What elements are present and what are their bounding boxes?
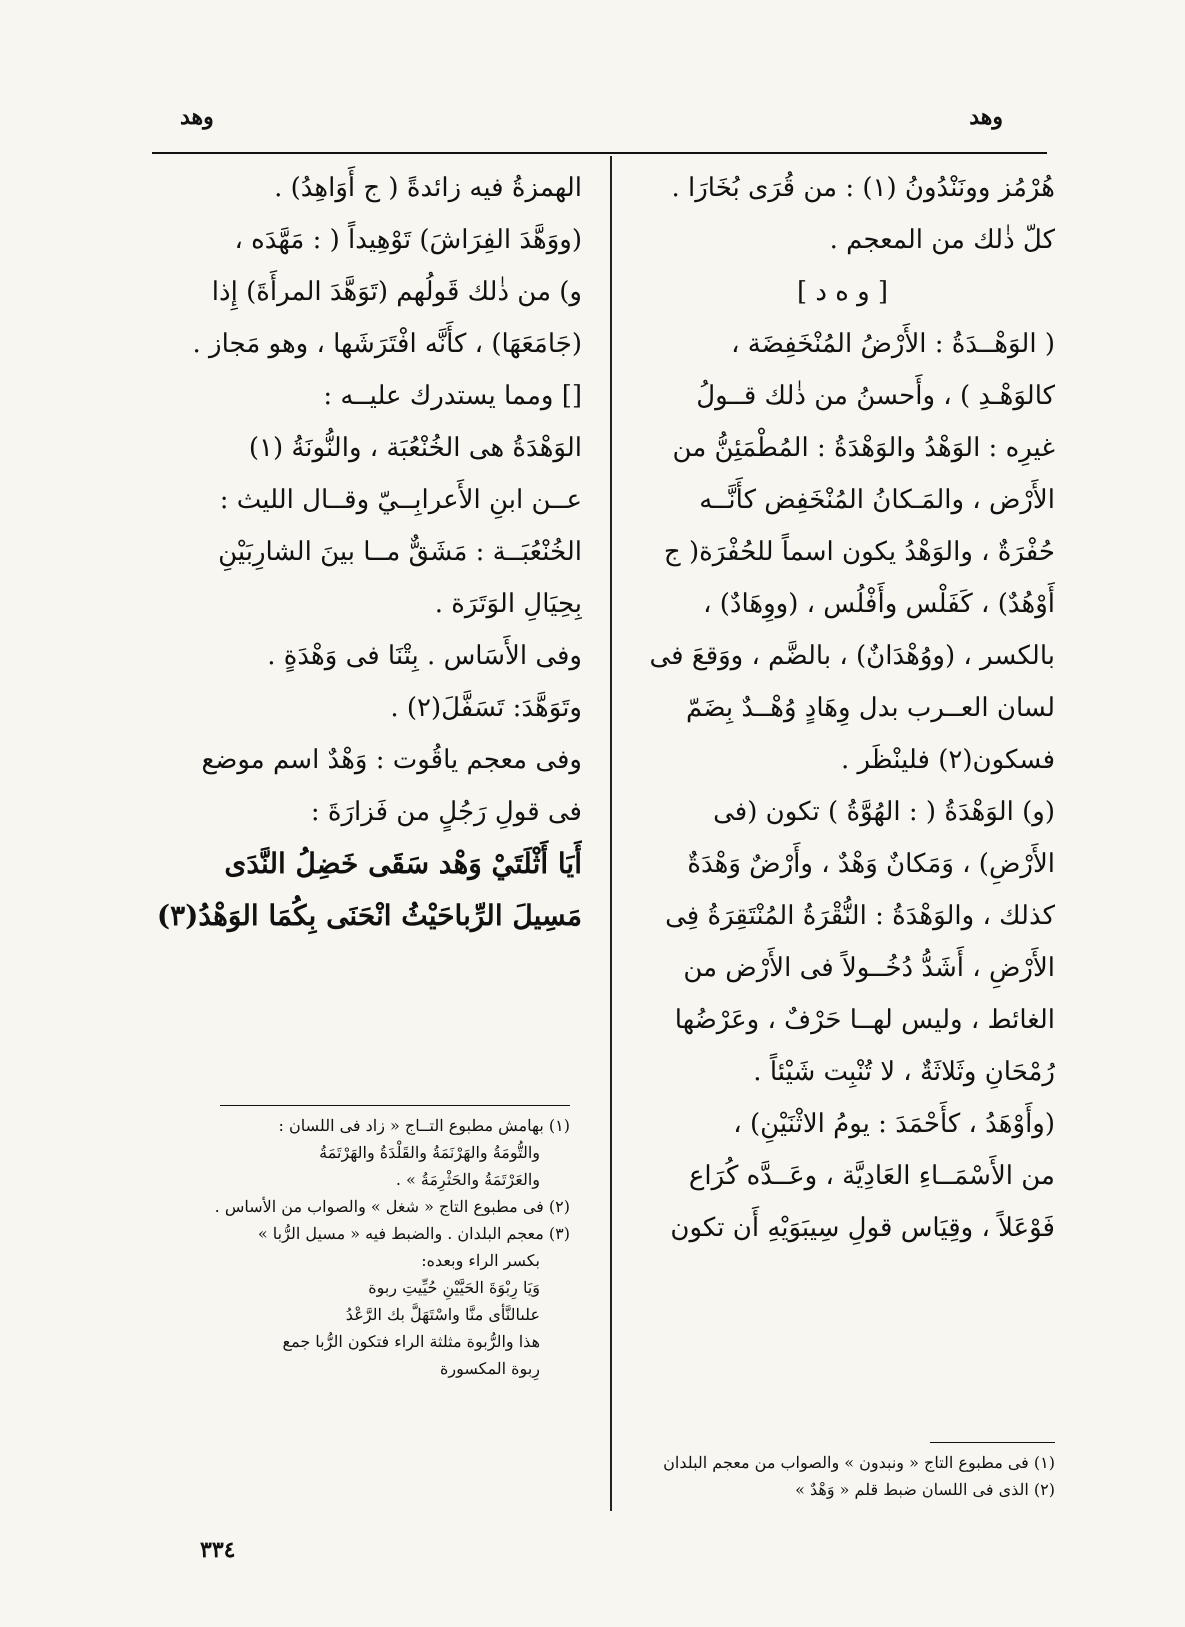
text-line: بِحِيَالِ الوَتَرَة . [434,589,582,619]
text-line: حُفْرَةٌ ، والوَهْدُ يكون اسماً للحُفْرَة( ج [663,537,1055,567]
footnote-line: (١) فى مطبوع التاج « ونبدون » والصواب من معجم البلدان [663,1453,1055,1472]
text-line: كذلك ، والوَهْدَةُ : النُّقْرَةُ المُنْتَقِرَةُ فِى [665,901,1055,931]
footnote-line: (٢) فى مطبوع التاج « شغل » والصواب من الأساس . [214,1197,570,1216]
running-header-left: وهد [180,104,214,130]
text-line: من الأَسْمَــاءِ العَادِيَّة ، وعَــدَّه كُرَاع [688,1161,1055,1191]
column-divider [610,156,612,1511]
text-line: ( الوَهْــدَةُ : الأَرْضُ المُنْخَفِضَة ، [731,329,1055,359]
text-line: الوَهْدَةُ هى الخُنْعُبَة ، والنُّونَةُ (١) [248,433,582,463]
text-line: الأَرْضِ ، أَشَدُّ دُخُــولاً فى الأَرْض من [683,953,1055,983]
text-line: أَوْهُدٌ) ، كَفَلْس وأَفْلُس ، (ووِهَادٌ) ، [703,589,1055,619]
text-line: الأَرْضِ) ، وَمَكانٌ وَهْدٌ ، وأَرْضٌ وَهْدَةٌ [687,849,1055,879]
text-line: وتَوَهَّدَ: تَسَفَّلَ(٢) . [390,693,582,723]
left-column [152,162,582,942]
header-rule [152,152,1047,154]
poem-verse: مَسِيلَ الرِّباحَيْثُ انْحَنَى بِكُمَا الوَهْدُ(٣) [156,899,582,932]
footnote-rule-right [930,1442,1055,1443]
page-number: ٣٣٤ [200,1537,236,1563]
poem-verse: أَيَا أَثْلَتَيْ وَهْد سَقَى خَضِلُ النَّدَى [224,847,582,880]
text-line: (جَامَعَهَا) ، كأَنَّه افْتَرَشَها ، وهو مَجاز . [192,329,582,359]
text-line: فسكون(٢) فلينْظَر . [841,745,1055,775]
text-line: فى قولِ رَجُلٍ من فَزارَةَ : [310,797,582,827]
footnote-line: وَيَا رِبْوَةَ الحَيَّيْنِ حُيِّيتِ ربوة [368,1278,540,1297]
text-line: وفى معجم ياقُوت : وَهْدٌ اسم موضع [201,745,582,775]
footnote-line: والتُّومَةُ والهَرْنَمَةُ والقَلْدَةُ والهَرْتَمَةُ [319,1143,540,1162]
text-line: كلّ ذٰلك من المعجم . [829,225,1055,255]
footnote-line: (٣) معجم البلدان . والضبط فيه « مسيل الرُّبا » [257,1224,570,1243]
text-line: الغائط ، وليس لهــا حَرْفٌ ، وعَرْضُها [674,1005,1055,1035]
running-header-right: وهد [969,104,1003,130]
text-line: كالوَهْـدِ ) ، وأَحسنُ من ذٰلك قــولُ [696,381,1055,411]
entry-heading: [ و ه د ] [796,277,889,307]
footnote-line: رِبوة المكسورة [440,1359,540,1378]
footnote-line: (٢) الذى فى اللسان ضبط قلم « وَهْدٌ » [795,1480,1055,1499]
text-line: فَوْعَلاً ، وقِيَاس قولِ سِيبَوَيْهِ أَن تكون [670,1213,1055,1243]
text-line: وفى الأَسَاس . بِتْنَا فى وَهْدَةٍ . [267,641,582,671]
footnotes-left [152,1112,570,1382]
footnote-line: علىالنَّأى منَّا واسْتَهَلَّ بك الرَّعْدُ [345,1305,540,1324]
right-column [630,162,1055,1254]
text-line: بالكسر ، (ووُهْدَانٌ) ، بالضَّم ، ووَقعَ فى [649,641,1055,671]
footnote-rule-left [220,1105,570,1106]
footnote-line: والعَرْتَمَةُ والحَثْرِمَةُ » . [395,1170,540,1189]
text-line: الخُنْعُبَــة : مَشَقٌّ مــا بينَ الشارِبَيْنِ [218,537,582,567]
text-line: رُمْحَانِ وثَلاثَةٌ ، لا تُنْبِت شَيْئاً . [753,1057,1055,1087]
text-line: هُرْمُز وونَنْدُونُ (١) : من قُرَى بُخَارَا . [671,173,1055,203]
text-line: [] ومما يستدرك عليــه : [323,381,582,411]
footnote-line: هذا والرُّبوة مثلثة الراء فتكون الرُّبا جمع [282,1332,540,1351]
text-line: لسان العــرب بدل وِهَادٍ وُهْــدٌ بِضَمّ [686,693,1055,723]
text-line: عــن ابنِ الأَعرابِــيّ وقــال الليث : [219,485,582,515]
footnote-line: بكسر الراء وبعده: [421,1251,540,1270]
text-line: (ووَهَّدَ الفِرَاشَ) تَوْهِيداً ( : مَهَّدَه ، [234,225,582,255]
text-line: و) من ذٰلك قَولُهم (تَوَهَّدَ المرأَةَ) إِذا [211,277,582,307]
text-line: (و) الوَهْدَةُ ( : الهُوَّةُ ) تكون (فى [713,797,1055,827]
text-line: غيرِه : الوَهْدُ والوَهْدَةُ : المُطْمَئِنُّ من [672,433,1055,463]
footnotes-right [630,1449,1055,1503]
footnote-line: (١) بهامش مطبوع التــاج « زاد فى اللسان : [278,1116,570,1135]
text-line: الأَرْض ، والمَـكانُ المُنْخَفِض كأَنَّــه [699,485,1055,515]
text-line: الهمزةُ فيه زائدةً ( ج أَوَاهِدُ) . [274,173,582,203]
text-line: (وأَوْهَدُ ، كأَحْمَدَ : يومُ الاثْنَيْنِ) ، [733,1109,1055,1139]
